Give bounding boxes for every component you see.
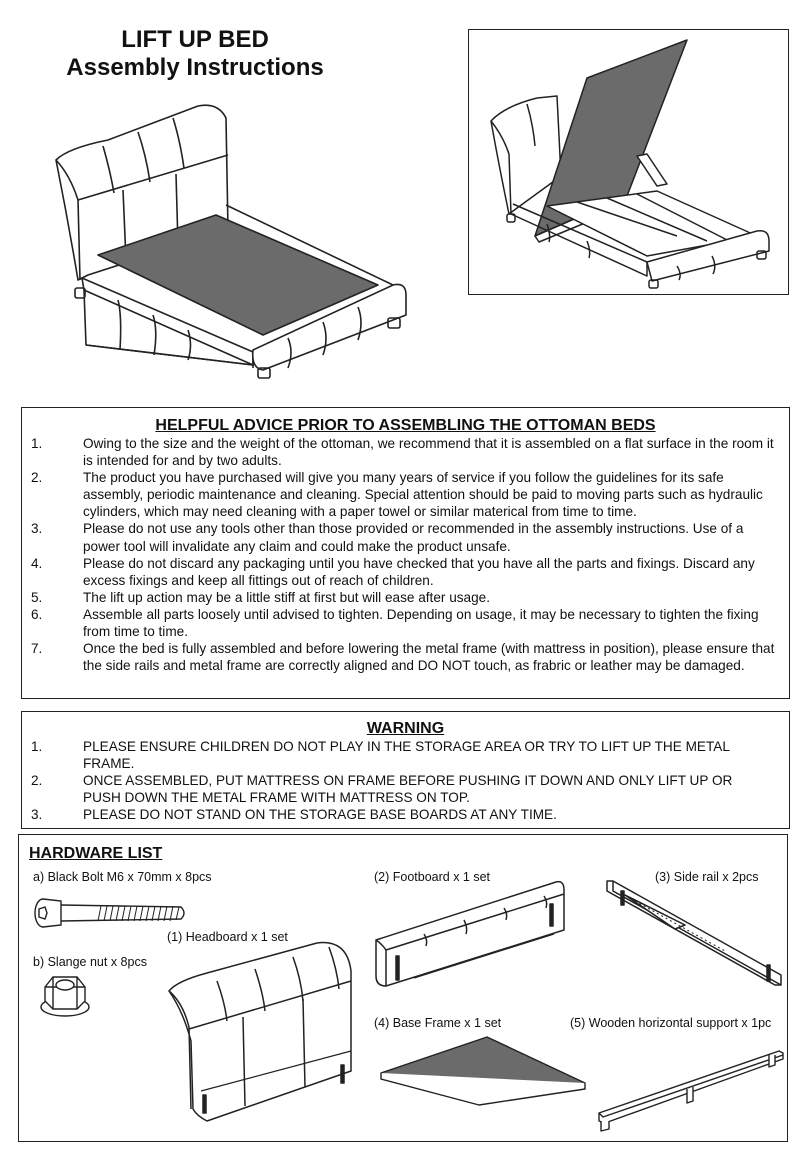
open-bed-illustration: [487, 36, 777, 286]
advice-item: [22, 555, 775, 589]
advice-item-number: 7.: [31, 641, 43, 657]
advice-item: [22, 435, 775, 469]
title-line-2: Assembly Instructions: [66, 54, 324, 81]
advice-box: [21, 407, 790, 699]
warning-item-text: PLEASE DO NOT STAND ON THE STORAGE BASE BOARDS AT ANY TIME.: [83, 807, 557, 823]
bolt-icon: [31, 893, 191, 933]
warning-item-number: 1.: [31, 739, 43, 754]
advice-item-number: 3.: [31, 521, 43, 537]
nut-label: b) Slange nut x 8pcs: [33, 955, 147, 969]
warning-item-text: PLEASE ENSURE CHILDREN DO NOT PLAY IN THE STORAGE AREA OR TRY TO LIFT UP THE METAL FRAME.: [83, 739, 730, 772]
advice-heading: HELPFUL ADVICE PRIOR TO ASSEMBLING THE OTTOMAN BEDS: [155, 417, 656, 434]
warning-heading: WARNING: [366, 720, 445, 737]
side-rail-label: (3) Side rail x 2pcs: [655, 870, 759, 884]
base-frame-label: (4) Base Frame x 1 set: [374, 1016, 502, 1030]
advice-list: [22, 435, 789, 674]
advice-item-number: 1.: [31, 436, 43, 451]
page-title: [40, 26, 350, 82]
advice-item-number: 2.: [31, 470, 43, 486]
title-line-1: LIFT UP BED: [121, 26, 269, 53]
advice-item: [22, 640, 775, 674]
advice-item-text: Owing to the size and the weight of the ottoman, we recommend that it is assembled on a flat surface in the room it is intended for and by two adults.: [83, 436, 774, 469]
side-rail-illustration: [605, 879, 785, 989]
advice-item-text: Please do not use any tools other than those provided or recommended in the assembly instructions. Use of a power tool will invalidate any claim and could make the product unsafe.: [83, 521, 744, 554]
open-bed-figure: [468, 29, 789, 295]
headboard-illustration: [167, 941, 357, 1136]
bolt-label: a) Black Bolt M6 x 70mm x 8pcs: [33, 870, 212, 884]
support-label: (5) Wooden horizontal support x 1pc: [570, 1016, 772, 1030]
base-frame-illustration: [379, 1033, 589, 1103]
hardware-box: [18, 834, 788, 1142]
advice-item-number: 5.: [31, 589, 43, 605]
warning-item: [22, 806, 759, 823]
headboard-label: (1) Headboard x 1 set: [167, 930, 288, 944]
advice-item: [22, 520, 775, 554]
flange-nut-icon: [37, 973, 97, 1023]
hardware-heading: HARDWARE LIST: [29, 845, 163, 862]
advice-item-text: The product you have purchased will give you many years of service if you follow the guidelines for its safe assembly, periodic maintenance and cleaning. Special attention should be paid to moving parts such as hydraulic cylinders, which may need cleaning with a paper towel or similar materical from time to time.: [83, 470, 763, 520]
warning-item-number: 3.: [31, 807, 43, 823]
footboard-illustration: [374, 880, 574, 990]
advice-item-text: Assemble all parts loosely until advised to tighten. Depending on usage, it may be necessary to tighten the fixing from time to time.: [83, 606, 759, 640]
wooden-support-illustration: [597, 1047, 787, 1137]
advice-item: [22, 469, 775, 520]
closed-bed-illustration: [48, 100, 418, 385]
warning-item-number: 2.: [31, 773, 43, 789]
warning-box: [21, 711, 790, 829]
advice-item-number: 4.: [31, 555, 43, 571]
warning-item-text: ONCE ASSEMBLED, PUT MATTRESS ON FRAME BEFORE PUSHING IT DOWN AND ONLY LIFT UP OR PUSH DOWN THE METAL FRAME WITH MATTRESS ON TOP.: [83, 773, 733, 806]
warning-item: [22, 772, 759, 806]
advice-item-number: 6.: [31, 606, 43, 622]
advice-item-text: Please do not discard any packaging until you have checked that you have all the parts and fixings. Discard any excess fixings and keep all fittings out of reach of children.: [83, 555, 755, 588]
warning-list: [22, 738, 789, 823]
advice-item: [22, 606, 775, 640]
advice-item-text: The lift up action may be a little stiff at first but will ease after usage.: [83, 589, 491, 605]
advice-item: [22, 589, 775, 606]
warning-item: [22, 738, 759, 772]
advice-item-text: Once the bed is fully assembled and before lowering the metal frame (with mattress in position), please ensure that the side rails and metal frame are correctly aligned and DO NOT touch, as frabric or leather may be damaged.: [83, 641, 775, 674]
footboard-label: (2) Footboard x 1 set: [374, 870, 491, 884]
